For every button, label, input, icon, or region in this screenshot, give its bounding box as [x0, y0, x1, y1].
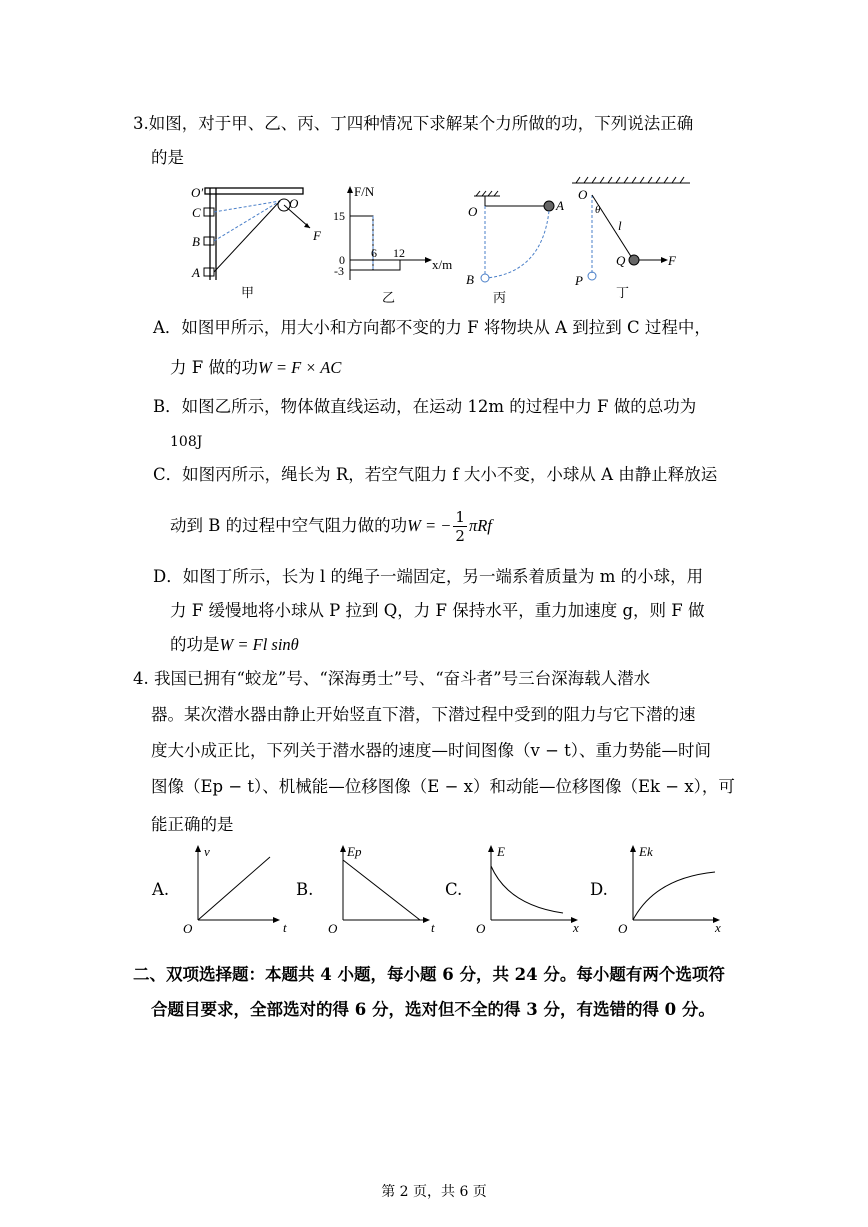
q4-option-d-label: D.	[590, 880, 608, 899]
q3-option-d-line2: 力 F 缓慢地将小球从 P 拉到 Q，力 F 保持水平，重力加速度 g，则 F 做	[170, 601, 705, 620]
q3-option-b-line1: B．如图乙所示，物体做直线运动，在运动 12m 的过程中力 F 做的总功为	[153, 397, 697, 416]
q3-option-c-formula-pre: W = −	[407, 516, 452, 535]
q4-b-xlabel: t	[431, 920, 435, 935]
q4-option-c-label: C.	[445, 880, 463, 899]
figure-yi	[330, 180, 465, 305]
q4-a-xlabel: t	[283, 920, 287, 935]
page-footer: 第 2 页，共 6 页	[381, 1184, 487, 1200]
q3-option-b-line2: 108J	[170, 434, 203, 450]
label-xm: x/m	[432, 257, 453, 272]
q3-option-c-frac-num: 1	[455, 508, 465, 526]
q3-option-c-line2	[170, 508, 492, 545]
q4-line1: 4. 我国已拥有“蛟龙”号、“深海勇士”号、“奋斗者”号三台深海载人潜水	[133, 669, 651, 688]
caption-jia: 甲	[241, 285, 255, 300]
q3-stem-line2: 的是	[151, 148, 184, 167]
q4-c-ylabel: E	[497, 844, 505, 859]
q4-graph-c	[473, 840, 588, 940]
q3-option-c-fraction	[453, 508, 467, 545]
label-a: A	[192, 265, 200, 280]
caption-ding: 丁	[616, 285, 630, 300]
figure-jia	[183, 180, 333, 300]
label-p: P	[575, 273, 583, 288]
q4-c-origin: O	[476, 921, 486, 936]
q4-line4: 图像（Ep − t）、机械能—位移图像（E − x）和动能—位移图像（Ek − x），可	[151, 777, 735, 796]
label-q: Q	[616, 253, 626, 268]
q3-option-d-line1: D．如图丁所示，长为 l 的绳子一端固定，另一端系着质量为 m 的小球，用	[153, 567, 704, 586]
caption-bing: 丙	[493, 290, 507, 305]
q4-graph-d	[615, 840, 730, 940]
figure-ding	[570, 175, 690, 305]
section2-line2: 合题目要求，全部选对的得 6 分，选对但不全的得 3 分，有选错的得 0 分。	[151, 1000, 715, 1019]
tick-6: 6	[371, 246, 377, 260]
q3-option-a-line2-pre: 力 F 做的功	[170, 358, 258, 377]
q4-a-origin: O	[183, 921, 193, 936]
q4-b-origin: O	[328, 921, 338, 936]
q3-option-a-formula: W = F × AC	[257, 358, 342, 377]
q4-line5: 能正确的是	[151, 815, 234, 834]
q3-stem-line1: 3.如图，对于甲、乙、丙、丁四种情况下求解某个力所做的功，下列说法正确	[133, 114, 694, 133]
label-ding-o: O	[578, 187, 588, 202]
q4-option-a-label: A.	[152, 880, 170, 899]
q3-option-d-formula: W = Fl sinθ	[219, 635, 299, 654]
tick-0: 0	[339, 253, 345, 267]
q4-graph-b	[325, 840, 440, 940]
label-o-prime: O′	[191, 185, 204, 200]
label-ding-f: F	[668, 253, 676, 268]
q4-graph-a	[180, 840, 290, 940]
q4-line3: 度大小成正比，下列关于潜水器的速度—时间图像（v − t）、重力势能—时间	[151, 741, 712, 760]
q4-d-origin: O	[618, 921, 628, 936]
label-b: B	[192, 234, 200, 249]
section2-line1: 二、双项选择题：本题共 4 小题，每小题 6 分，共 24 分。每小题有两个选项符	[133, 965, 725, 984]
q3-option-c-formula-post: πRf	[468, 516, 492, 535]
label-o: O	[289, 196, 299, 211]
q3-option-c-line1: C．如图丙所示，绳长为 R，若空气阻力 f 大小不变，小球从 A 由静止释放运	[153, 465, 718, 484]
q3-option-a-line2	[170, 357, 341, 379]
tick-15: 15	[333, 209, 345, 223]
label-bing-b: B	[466, 272, 474, 287]
figure-bing	[462, 180, 577, 305]
label-bing-o: O	[468, 204, 478, 219]
q4-line2: 器。某次潜水器由静止开始竖直下潜，下潜过程中受到的阻力与它下潜的速	[151, 705, 696, 724]
q4-d-ylabel: Ek	[639, 844, 653, 859]
q4-option-b-label: B.	[296, 880, 314, 899]
q4-d-xlabel: x	[715, 920, 721, 935]
label-c: C	[192, 205, 201, 220]
tick-12: 12	[393, 246, 405, 260]
label-l: l	[618, 218, 622, 233]
q4-c-xlabel: x	[573, 920, 579, 935]
q3-option-d-line3	[170, 634, 299, 656]
q3-option-c-line2-pre: 动到 B 的过程中空气阻力做的功	[170, 516, 408, 535]
tick-minus3: -3	[334, 264, 344, 278]
q3-option-d-line3-pre: 的功是	[170, 635, 220, 654]
q4-b-ylabel: Ep	[347, 844, 362, 859]
label-bing-a: A	[556, 198, 564, 213]
caption-yi: 乙	[382, 290, 396, 305]
q4-a-ylabel: v	[204, 844, 210, 859]
label-f: F	[313, 228, 321, 243]
label-fn: F/N	[354, 184, 375, 199]
q3-option-a-line1: A．如图甲所示，用大小和方向都不变的力 F 将物块从 A 到拉到 C 过程中，	[153, 318, 711, 337]
label-theta: θ	[595, 204, 601, 216]
q3-option-c-frac-den: 2	[455, 527, 465, 545]
